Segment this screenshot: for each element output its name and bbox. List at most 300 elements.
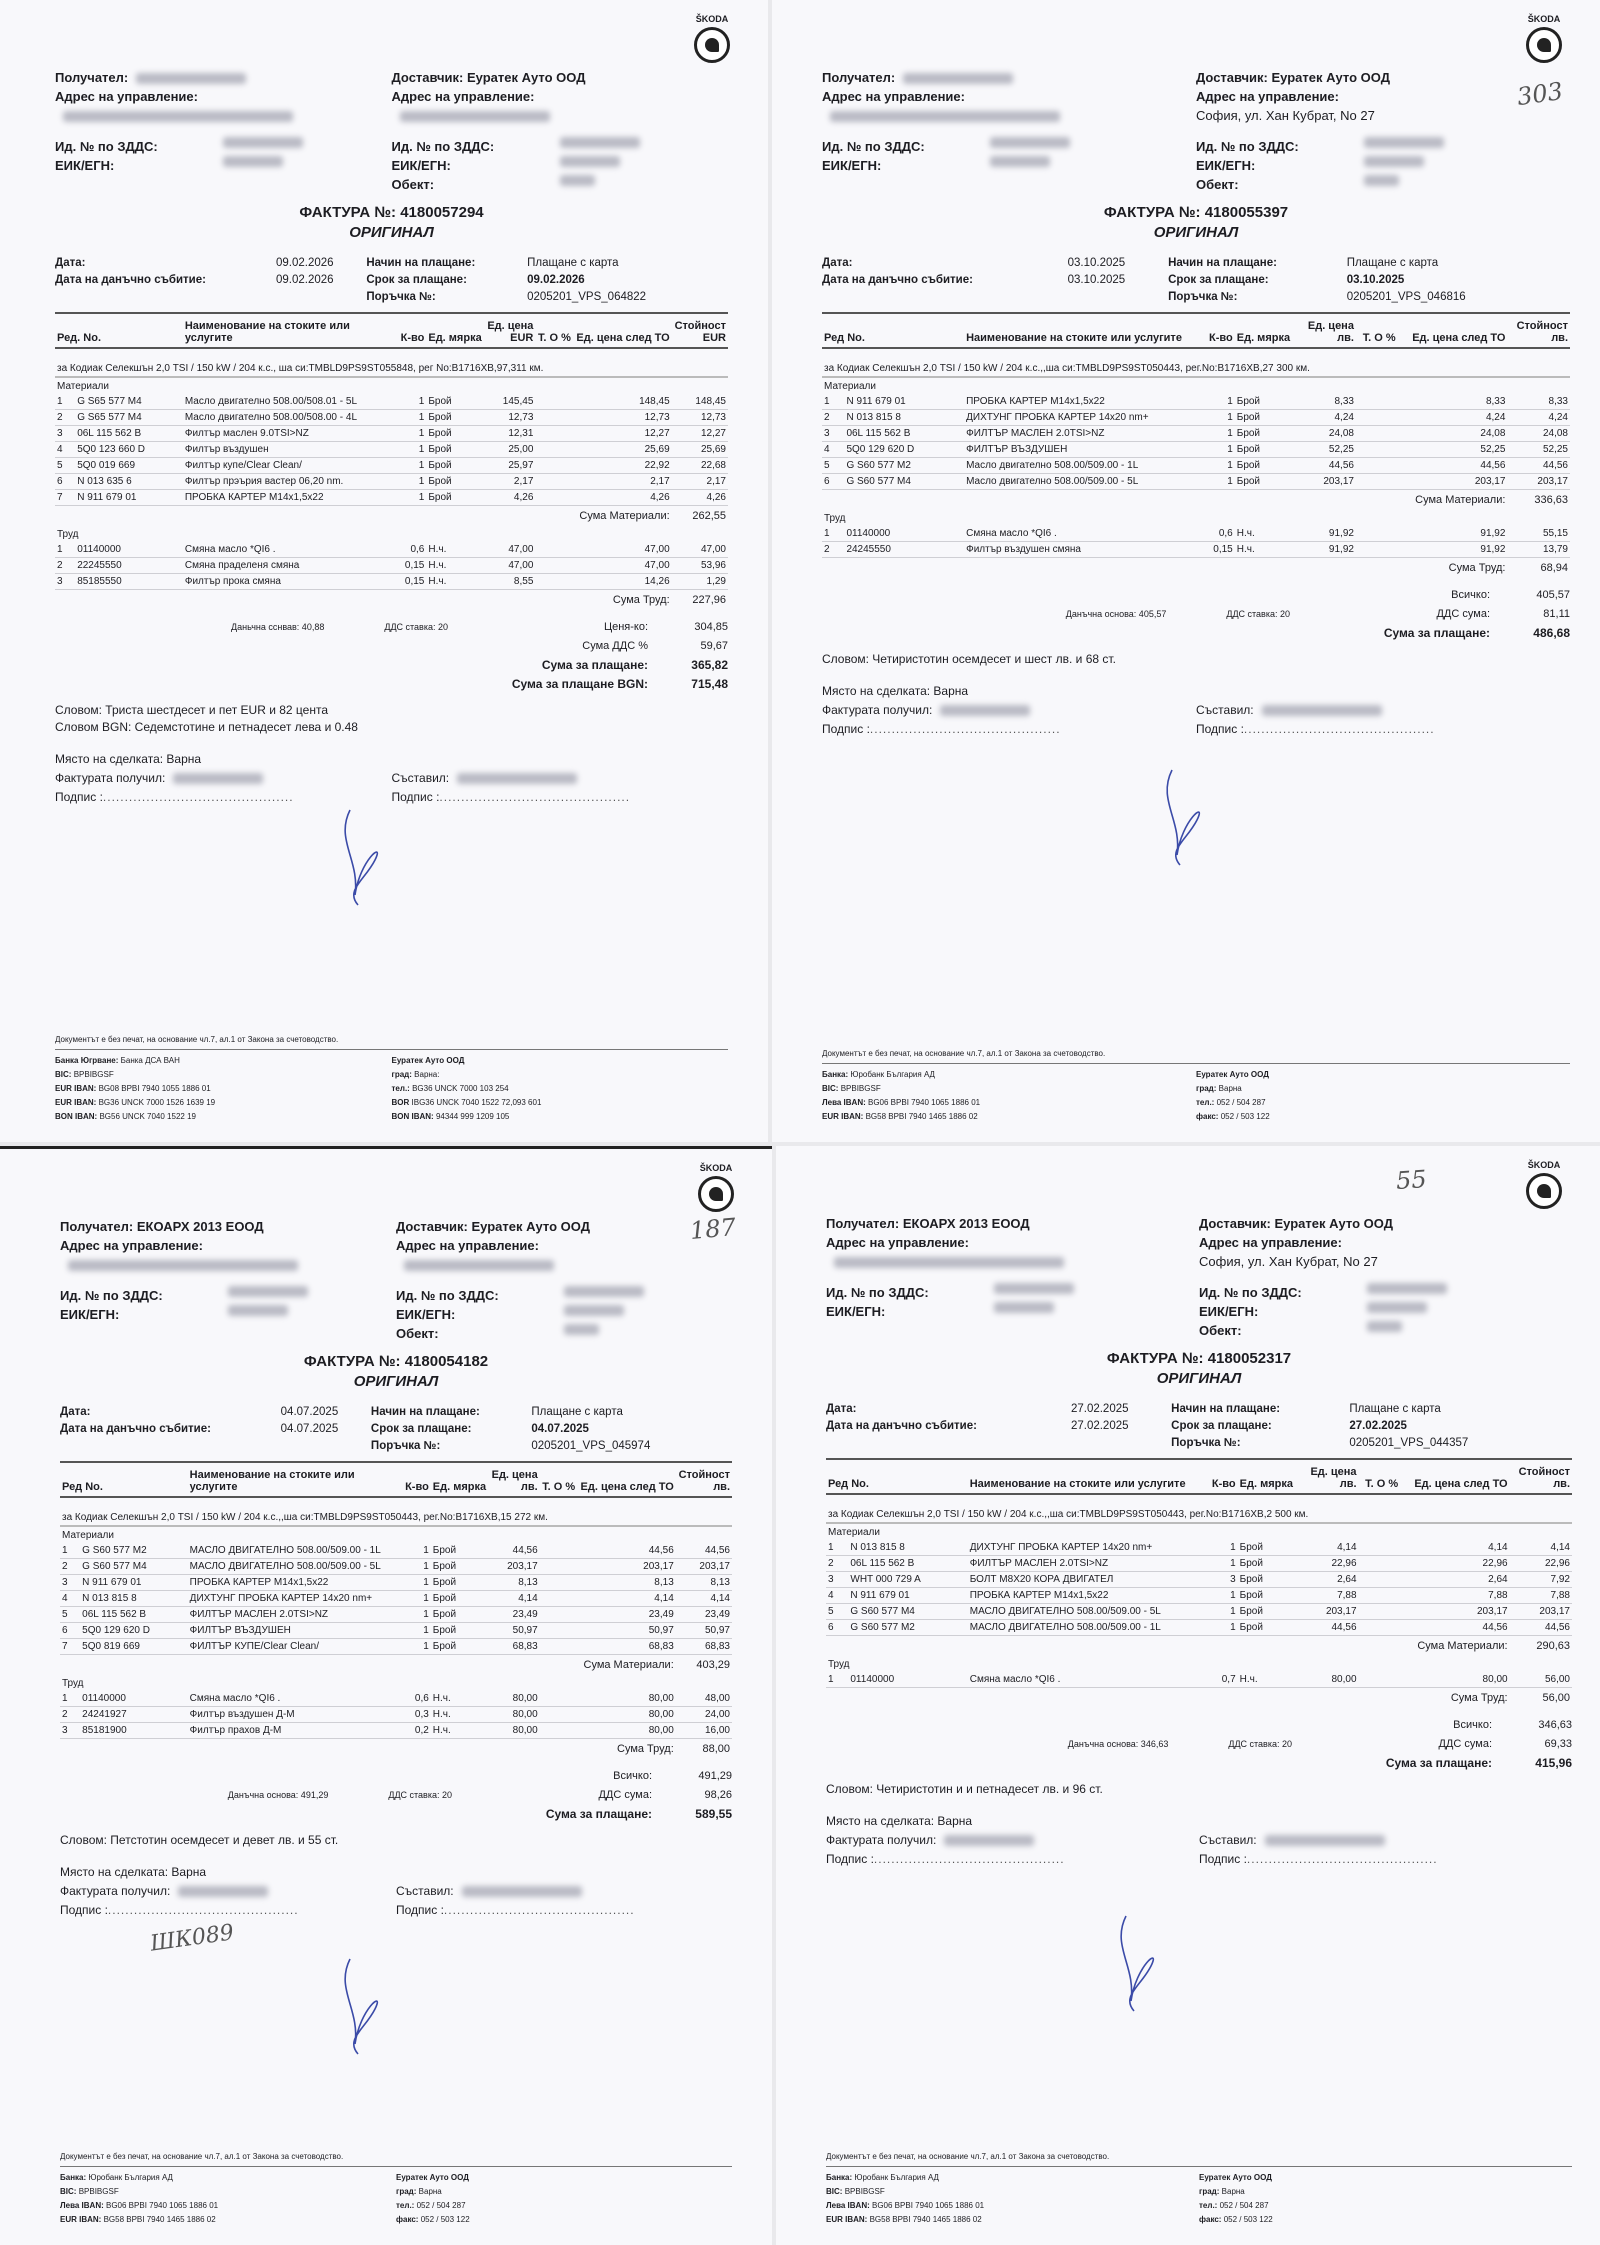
summary-value: 405,57 [1536, 589, 1570, 601]
item-name: МАСЛО ДВИГАТЕЛНО 508.00/509.00 - 5L [189, 1561, 381, 1572]
composed-by-label: Съставил: [1199, 1833, 1257, 1847]
table-row [826, 1556, 1572, 1572]
bank-label: Банка Югрване: [55, 1056, 119, 1065]
item-name: ПРОБКА КАРТЕР M14x1,5x22 [966, 396, 1105, 407]
table-row [826, 1572, 1572, 1588]
invoice-page-2 [772, 0, 1600, 1142]
part-code: G S65 577 M4 [77, 412, 142, 423]
item-name: МАСЛО ДВИГАТЕЛНО 508.00/509.00 - 1L [969, 1622, 1161, 1633]
company-label: град: [391, 1070, 412, 1079]
labor-sum-label: Сума Труд: [1450, 1692, 1508, 1704]
item-name: Масло двигателно 508.00/509.00 - 5L [966, 476, 1139, 487]
unit-price: 91,92 [1328, 544, 1354, 555]
recipient-address-label: Адрес на управление: [55, 89, 198, 104]
part-code: G S60 577 M2 [82, 1545, 147, 1556]
line-total: 13,79 [1542, 544, 1568, 555]
row-number: 2 [62, 1561, 68, 1572]
handwritten-signature [330, 1949, 390, 2059]
skoda-logo [1526, 14, 1562, 63]
bank-value: BG58 BPBI 7940 1465 1886 02 [103, 2215, 216, 2224]
bank-value: BG56 UNCK 7040 1522 19 [99, 1112, 196, 1121]
redacted-field [564, 1305, 624, 1316]
line-total: 1,29 [706, 576, 726, 587]
unit-price: 80,00 [512, 1725, 538, 1736]
order-label: Поръчка №: [1171, 1437, 1241, 1449]
redacted-field [63, 111, 293, 122]
row-number: 7 [62, 1641, 68, 1652]
company-label: град: [1196, 1084, 1217, 1093]
unit-price: 203,17 [507, 1561, 538, 1572]
original-label: ОРИГИНАЛ [1153, 224, 1239, 241]
redacted-field [457, 773, 577, 784]
original-label: ОРИГИНАЛ [353, 1373, 439, 1390]
item-name: ДИХТУНГ ПРОБКА КАРТЕР 14x20 nm+ [189, 1593, 373, 1604]
quantity: 0,2 [414, 1725, 429, 1736]
line-total: 68,83 [704, 1641, 730, 1652]
unit: Брой [432, 1593, 457, 1604]
unit: Брой [1239, 1622, 1263, 1633]
line-total: 4,14 [1550, 1542, 1570, 1553]
col-currency: лв. [1339, 1478, 1357, 1490]
unit-price: 47,00 [508, 544, 534, 555]
row-number: 6 [57, 476, 63, 487]
quantity: 1 [418, 444, 425, 455]
due-date-value: 27.02.2025 [1349, 1420, 1407, 1432]
due-date-label: Срок за плащане: [1168, 274, 1269, 286]
quantity: 1 [418, 428, 425, 439]
unit-price: 4,26 [513, 492, 534, 503]
unit: Н.ч. [432, 1709, 451, 1720]
handwritten-number: 55 [1395, 1164, 1428, 1196]
table-row [55, 410, 728, 426]
legal-note: Документът е без печат, на основание чл.7, ал.1 от Закона за счетоводство. [60, 2150, 732, 2167]
table-row [826, 1588, 1572, 1604]
line-total: 8,33 [1548, 396, 1568, 407]
line-total: 44,56 [704, 1545, 730, 1556]
price-after-discount: 22,96 [1482, 1558, 1508, 1569]
materials-sum-label: Сума Материали: [579, 510, 670, 522]
order-value: 0205201_VPS_064822 [527, 291, 647, 303]
summary-label: Всичко: [613, 1770, 652, 1782]
col-rownum: Ред No. [824, 332, 865, 344]
company-value: 052 / 504 287 [1216, 1098, 1266, 1107]
unit: Брой [428, 492, 452, 503]
unit-price: 68,83 [512, 1641, 538, 1652]
bank-label: BIC: [55, 1070, 72, 1079]
unit: Брой [1239, 1542, 1263, 1553]
signature-line: ............................................ [443, 1903, 635, 1917]
amount-in-words: Словом: Четиристотин и и петнадесет лв. и 96 ст. [826, 1782, 1103, 1796]
supplier-name: Доставчик: Еуратек Ауто ООД [391, 70, 586, 85]
col-price-after: Ед. цена след ТО [1412, 332, 1506, 344]
items-table [822, 312, 1570, 578]
price-after-discount: 4,26 [650, 492, 670, 503]
company-value: BG36 UNCK 7000 103 254 [412, 1084, 509, 1093]
bank-label: BIC: [60, 2187, 77, 2196]
redacted-field [68, 1260, 298, 1271]
part-code: 85181900 [82, 1725, 127, 1736]
supplier-address-label: Адрес на управление: [1196, 89, 1339, 104]
row-number: 7 [57, 492, 63, 503]
tax-date-label: Дата на данъчно събитие: [826, 1420, 977, 1432]
bank-label: EUR IBAN: [55, 1098, 97, 1107]
bank-label: BON IBAN: [55, 1112, 98, 1121]
line-total: 56,00 [1544, 1674, 1570, 1685]
invoice-footer [822, 1039, 1570, 1124]
item-name: Филтър купе/Clear Clean/ [184, 460, 302, 471]
col-price: Ед. цена [1310, 1466, 1357, 1478]
row-number: 5 [828, 1606, 834, 1617]
company-value: 94344 999 1209 105 [435, 1112, 510, 1121]
unit-price: 2,17 [513, 476, 534, 487]
table-row [60, 1723, 732, 1739]
vehicle-info: за Кодиак Селекшън 2,0 TSI / 150 kW / 204 к.с.,,ша си:TMBLD9PS9ST050443, рег.No:B1716XB,2 500 км. [828, 1509, 1309, 1520]
unit-price: 80,00 [512, 1693, 538, 1704]
handwritten-signature [1106, 1906, 1166, 2016]
summary-label: Сума за плащане: [1383, 626, 1490, 640]
col-price-after: Ед. цена след ТО [576, 332, 670, 344]
row-number: 1 [828, 1674, 834, 1685]
labor-heading: Труд [824, 513, 846, 524]
redacted-field [1367, 1321, 1402, 1332]
table-row [60, 1559, 732, 1575]
skoda-logo [1526, 1160, 1562, 1209]
invoice-page-4 [776, 1146, 1600, 2245]
object-label: Обект: [391, 177, 435, 192]
line-total: 2,17 [706, 476, 726, 487]
supplier-eik-label: ЕИК/ЕГН: [391, 158, 451, 173]
quantity: 1 [1230, 1590, 1236, 1601]
summary-label: ДДС сума: [598, 1789, 652, 1801]
unit: Н.ч. [428, 576, 447, 587]
skoda-emblem-icon [694, 27, 730, 63]
redacted-field [560, 175, 595, 186]
summary-value: 81,11 [1543, 608, 1570, 620]
table-row [60, 1639, 732, 1655]
labor-heading: Труд [828, 1659, 850, 1670]
amount-in-words: Словом: Четиристотин осемдесет и шест лв. и 68 ст. [822, 652, 1116, 666]
redacted-field [178, 1886, 268, 1897]
supplier-address-label: Адрес на управление: [391, 89, 535, 104]
col-currency: лв. [520, 1481, 538, 1493]
handwritten-number: 187 [688, 1213, 737, 1245]
supplier-vat-label: Ид. № по ЗДДС: [1199, 1285, 1302, 1300]
handwritten-number: 303 [1515, 76, 1565, 112]
redacted-field [1367, 1283, 1447, 1294]
part-code: 5Q0 819 669 [82, 1641, 140, 1652]
bank-label: EUR IBAN: [55, 1084, 97, 1093]
labor-sum-value: 56,00 [1542, 1692, 1570, 1704]
unit: Брой [1239, 1558, 1263, 1569]
due-date-value: 04.07.2025 [531, 1423, 589, 1435]
price-after-discount: 47,00 [644, 560, 670, 571]
price-after-discount: 91,92 [1480, 528, 1506, 539]
received-by-label: Фактурата получил: [60, 1884, 171, 1898]
supplier-vat-label: Ид. № по ЗДДС: [396, 1288, 499, 1303]
price-after-discount: 203,17 [643, 1561, 674, 1572]
original-label: ОРИГИНАЛ [1156, 1370, 1242, 1387]
bank-value: Юробанк България АД [854, 2173, 939, 2182]
item-name: Филтър въздушен [184, 444, 269, 455]
row-number: 2 [57, 412, 63, 423]
payment-method-label: Начин на плащане: [1171, 1403, 1281, 1415]
invoice-number: ФАКТУРА №: 4180052317 [1106, 1350, 1292, 1367]
unit-price: 2,64 [1337, 1574, 1357, 1585]
unit-price: 12,31 [508, 428, 534, 439]
unit-price: 25,00 [508, 444, 534, 455]
price-after-discount: 50,97 [648, 1625, 674, 1636]
quantity: 1 [418, 396, 425, 407]
col-price: Ед. цена [487, 320, 534, 332]
line-total: 47,00 [700, 544, 726, 555]
price-after-discount: 80,00 [648, 1725, 674, 1736]
bank-label: EUR IBAN: [822, 1112, 864, 1121]
col-total: Стойност [1518, 1466, 1570, 1478]
company-label: Еуратек Ауто ООД [396, 2173, 469, 2182]
table-row [826, 1672, 1572, 1688]
part-code: G S65 577 M4 [77, 396, 142, 407]
signature-line: ............................................ [873, 1852, 1065, 1866]
unit: Н.ч. [428, 544, 447, 555]
part-code: 85185550 [77, 576, 122, 587]
invoice-page-3 [0, 1146, 772, 2245]
part-code: 01140000 [77, 544, 121, 555]
unit: Брой [432, 1641, 457, 1652]
unit-price: 8,13 [518, 1577, 538, 1588]
legal-note: Документът е без печат, на основание чл.7, ал.1 от Закона за счетоводство. [826, 2150, 1572, 2167]
summary-value: 304,85 [694, 621, 728, 633]
signature-line: ............................................ [869, 722, 1061, 736]
payment-method-label: Начин на плащане: [366, 257, 476, 269]
recipient-label: Получател: [60, 1219, 134, 1234]
handwritten-signature [330, 800, 390, 910]
date-label: Дата: [55, 257, 86, 269]
price-after-discount: 52,25 [1480, 444, 1506, 455]
bank-value: BG58 BPBI 7940 1465 1886 02 [869, 2215, 982, 2224]
invoice-footer [826, 2142, 1572, 2227]
part-code: 5Q0 129 620 D [82, 1625, 150, 1636]
company-value: Варна [1218, 1084, 1242, 1093]
labor-sum-label: Сума Труд: [612, 594, 670, 606]
item-name: ПРОБКА КАРТЕР M14x1,5x22 [184, 492, 324, 503]
place-of-deal: Място на сделката: Варна [826, 1814, 973, 1828]
part-code: 01140000 [82, 1693, 126, 1704]
due-date-label: Срок за плащане: [366, 274, 467, 286]
part-code: 01140000 [850, 1674, 895, 1685]
table-row [822, 426, 1570, 442]
col-qty: К-во [405, 1481, 429, 1493]
due-date-label: Срок за плащане: [370, 1423, 472, 1435]
item-name: БОЛТ M8X20 КОРА ДВИГАТЕЛ [969, 1574, 1114, 1585]
recipient-name: ЕКОАРХ 2013 ЕООД [902, 1216, 1030, 1231]
tax-base: Данъчна основа: 491,29 [227, 1790, 329, 1800]
bank-value: Юробанк България АД [850, 1070, 935, 1079]
unit-price: 12,73 [508, 412, 534, 423]
place-of-deal: Място на сделката: Варна [822, 684, 969, 698]
items-table [826, 1458, 1572, 1708]
redacted-field [940, 705, 1030, 716]
order-value: 0205201_VPS_044357 [1349, 1437, 1469, 1449]
quantity: 1 [423, 1561, 429, 1572]
unit: Брой [432, 1609, 457, 1620]
summary-label: Сума за плащане: [545, 1807, 652, 1821]
row-number: 3 [824, 428, 830, 439]
col-name: Наименование на стоките или услугите [966, 332, 1182, 344]
handwritten-note: ШК089 [148, 1920, 236, 1957]
supplier-eik-label: ЕИК/ЕГН: [1196, 158, 1256, 173]
row-number: 4 [824, 444, 830, 455]
col-currency: лв. [1551, 332, 1568, 344]
company-value: 052 / 504 287 [1219, 2201, 1269, 2210]
redacted-field [404, 1260, 554, 1271]
vehicle-info: за Кодиак Селекшън 2,0 TSI / 150 kW / 204 к.с.,,ша си:TMBLD9PS9ST050443, рег.No:B1716XB,15 272 км. [62, 1512, 548, 1523]
summary-label: Всичко: [1451, 589, 1490, 601]
row-number: 1 [57, 396, 63, 407]
recipient-label: Получател: [826, 1216, 900, 1231]
redacted-field [994, 1283, 1074, 1294]
invoice-number: ФАКТУРА №: 4180054182 [303, 1353, 489, 1370]
col-discount: Т. О % [537, 332, 571, 344]
due-date-value: 09.02.2026 [527, 274, 585, 286]
part-code: WHT 000 729 A [850, 1574, 921, 1585]
bank-label: Банка: [822, 1070, 849, 1079]
company-label: град: [396, 2187, 417, 2196]
price-after-discount: 22,92 [644, 460, 670, 471]
price-after-discount: 91,92 [1480, 544, 1506, 555]
recipient-eik-label: ЕИК/ЕГН: [826, 1304, 886, 1319]
recipient-address-label: Адрес на управление: [60, 1238, 203, 1253]
item-name: ФИЛТЪР МАСЛЕН 2.0TSI>NZ [189, 1609, 329, 1620]
summary-value: 589,55 [695, 1807, 732, 1821]
amount-in-words: Словом: Петстотин осемдесет и девет лв. и 55 ст. [60, 1833, 339, 1847]
received-by-label: Фактурата получил: [826, 1833, 937, 1847]
item-name: ПРОБКА КАРТЕР M14x1,5x22 [189, 1577, 329, 1588]
recipient-label: Получател: [55, 70, 129, 85]
col-currency: лв. [1337, 332, 1354, 344]
summary-label: ДДС сума: [1438, 1738, 1492, 1750]
redacted-field [560, 137, 640, 148]
part-code: 06L 115 562 B [77, 428, 142, 439]
price-after-discount: 12,73 [644, 412, 670, 423]
supplier-address-label: Адрес на управление: [396, 1238, 539, 1253]
quantity: 1 [1227, 428, 1233, 439]
row-number: 6 [62, 1625, 68, 1636]
summary-value: 365,82 [691, 658, 728, 672]
unit: Н.ч. [432, 1693, 451, 1704]
skoda-logo [694, 14, 730, 63]
table-row [55, 542, 728, 558]
bank-label: EUR IBAN: [60, 2215, 102, 2224]
quantity: 1 [423, 1593, 429, 1604]
row-number: 3 [62, 1725, 68, 1736]
quantity: 0,6 [414, 1693, 429, 1704]
redacted-field [834, 1257, 1064, 1268]
summary-label: Сума за плащане: [541, 658, 648, 672]
price-after-discount: 47,00 [644, 544, 670, 555]
recipient-vat-label: Ид. № по ЗДДС: [55, 139, 158, 154]
part-code: G S60 577 M4 [846, 476, 911, 487]
composed-by-label: Съставил: [1196, 703, 1254, 717]
quantity: 1 [1227, 460, 1233, 471]
redacted-field [1364, 137, 1444, 148]
line-total: 12,27 [700, 428, 726, 439]
line-total: 203,17 [1539, 1606, 1570, 1617]
unit-price: 44,56 [512, 1545, 538, 1556]
unit-price: 25,97 [508, 460, 534, 471]
col-discount: Т. О % [1362, 332, 1396, 344]
redacted-field [830, 111, 1060, 122]
bank-label: Банка: [60, 2173, 87, 2182]
col-unit: Ед. мярка [428, 332, 482, 344]
unit-price: 4,14 [518, 1593, 538, 1604]
part-code: N 013 815 8 [846, 412, 901, 423]
recipient-vat-label: Ид. № по ЗДДС: [822, 139, 925, 154]
line-total: 52,25 [1542, 444, 1568, 455]
line-total: 4,24 [1548, 412, 1568, 423]
part-code: N 013 635 6 [77, 476, 132, 487]
payment-method-label: Начин на плащане: [370, 1406, 480, 1418]
redacted-field [1262, 705, 1382, 716]
table-row [55, 474, 728, 490]
summary-label: ДДС сума: [1436, 608, 1490, 620]
payment-method-value: Плащане с карта [527, 257, 619, 269]
supplier-address: София, ул. Хан Кубрат, No 27 [1199, 1254, 1378, 1269]
item-name: МАСЛО ДВИГАТЕЛНО 508.00/509.00 - 1L [189, 1545, 381, 1556]
item-name: ПРОБКА КАРТЕР M14x1,5x22 [969, 1590, 1109, 1601]
col-total: Стойност [674, 320, 726, 332]
table-row [60, 1607, 732, 1623]
redacted-field [990, 137, 1070, 148]
unit-price: 203,17 [1323, 476, 1354, 487]
unit: Брой [428, 428, 452, 439]
col-unit: Ед. мярка [1239, 1478, 1293, 1490]
row-number: 2 [824, 412, 830, 423]
unit-price: 91,92 [1328, 528, 1354, 539]
item-name: Филтър въздушен Д-М [189, 1709, 295, 1720]
row-number: 3 [57, 576, 63, 587]
quantity: 1 [418, 412, 425, 423]
row-number: 5 [824, 460, 830, 471]
sign-label: Подпис : [60, 1903, 108, 1917]
supplier-name: Доставчик: Еуратек Ауто ООД [1196, 70, 1390, 85]
redacted-field [994, 1302, 1054, 1313]
quantity: 1 [418, 460, 425, 471]
labor-heading: Труд [57, 529, 79, 540]
price-after-discount: 8,33 [1485, 396, 1506, 407]
price-after-discount: 203,17 [1476, 1606, 1508, 1617]
row-number: 4 [57, 444, 63, 455]
unit: Н.ч. [1239, 1674, 1258, 1685]
line-total: 16,00 [704, 1725, 730, 1736]
redacted-field [223, 156, 283, 167]
unit: Брой [1239, 1574, 1263, 1585]
table-row [822, 542, 1570, 558]
quantity: 0,6 [1218, 528, 1233, 539]
quantity: 0,3 [414, 1709, 429, 1720]
row-number: 2 [824, 544, 830, 555]
bank-value: BG06 BPBI 7940 1065 1886 01 [872, 2201, 985, 2210]
materials-sum-label: Сума Материали: [1415, 494, 1506, 506]
tax-date-value: 04.07.2025 [280, 1423, 339, 1435]
unit: Н.ч. [1236, 528, 1255, 539]
line-total: 25,69 [700, 444, 726, 455]
table-row [60, 1543, 732, 1559]
table-row [55, 442, 728, 458]
row-number: 1 [62, 1545, 68, 1556]
unit-price: 8,55 [513, 576, 534, 587]
invoice-page-1 [0, 0, 768, 1142]
line-total: 4,26 [706, 492, 726, 503]
